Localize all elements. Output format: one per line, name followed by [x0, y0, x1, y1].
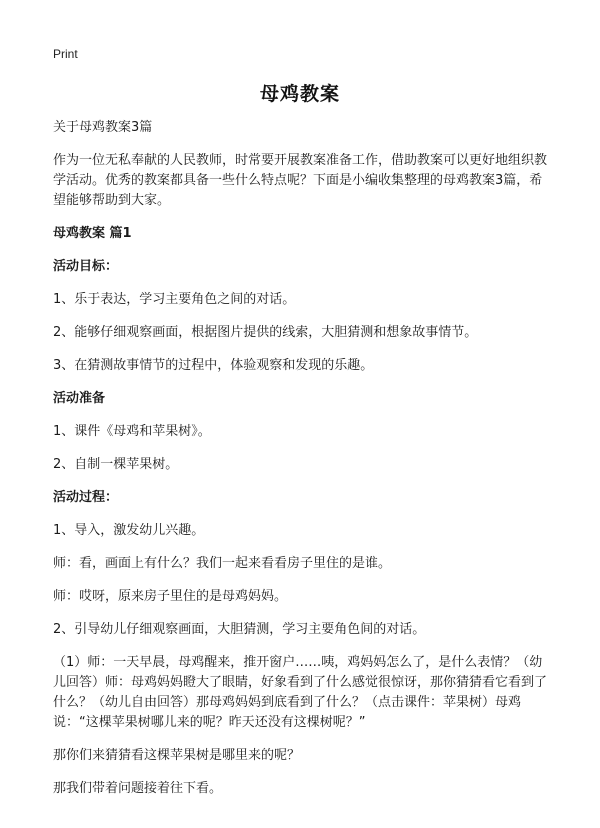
prep-heading: 活动准备: [53, 391, 106, 406]
goal-item: 2、能够仔细观察画面，根据图片提供的线索，大胆猜测和想象故事情节。: [53, 325, 478, 340]
intro-paragraph: 作为一位无私奉献的人民教师，时常要开展教案准备工作，借助教案可以更好地组织教学活动。优秀的教案都具备一些什么特点呢？下面是小编收集整理的母鸡教案3篇，希望能够帮助到大家。: [53, 153, 548, 208]
process-item: 那我们带着问题接着往下看。: [53, 781, 223, 796]
process-item: 师：看，画面上有什么？我们一起来看看房子里住的是谁。: [53, 556, 392, 571]
prep-item: 2、自制一棵苹果树。: [53, 457, 179, 472]
goal-item: 1、乐于表达，学习主要角色之间的对话。: [53, 292, 296, 307]
page-title: 母鸡教案: [259, 83, 340, 105]
process-item: 师：哎呀，原来房子里住的是母鸡妈妈。: [53, 589, 288, 604]
process-item: 2、引导幼儿仔细观察画面，大胆猜测，学习主要角色间的对话。: [53, 622, 426, 637]
process-item: （1）师：一天早晨，母鸡醒来，推开窗户……咦，鸡妈妈怎么了，是什么表情？（幼儿回答）师：母鸡妈妈瞪大了眼睛，好象看到了什么感觉很惊讶，那你猜猜看它看到了什么？（幼儿自由回答）那母鸡妈妈到底看到了什么？（点击课件：苹果树）母鸡说：“这棵苹果树哪儿来的呢？昨天还没有这棵树呢？”: [53, 655, 548, 730]
process-item: 1、导入，激发幼儿兴趣。: [53, 523, 205, 538]
process-heading: 活动过程：: [53, 490, 119, 505]
section-title: 母鸡教案 篇1: [53, 226, 132, 241]
document-subtitle: 关于母鸡教案3篇: [53, 120, 153, 135]
goal-item: 3、在猜测故事情节的过程中，体验观察和发现的乐趣。: [53, 358, 374, 373]
document-body: [53, 118, 553, 812]
prep-item: 1、课件《母鸡和苹果树》。: [53, 424, 211, 439]
process-item: 那你们来猜猜看这棵苹果树是哪里来的呢？: [53, 748, 301, 763]
print-link[interactable]: Print: [53, 47, 78, 61]
goals-heading: 活动目标：: [53, 259, 119, 274]
